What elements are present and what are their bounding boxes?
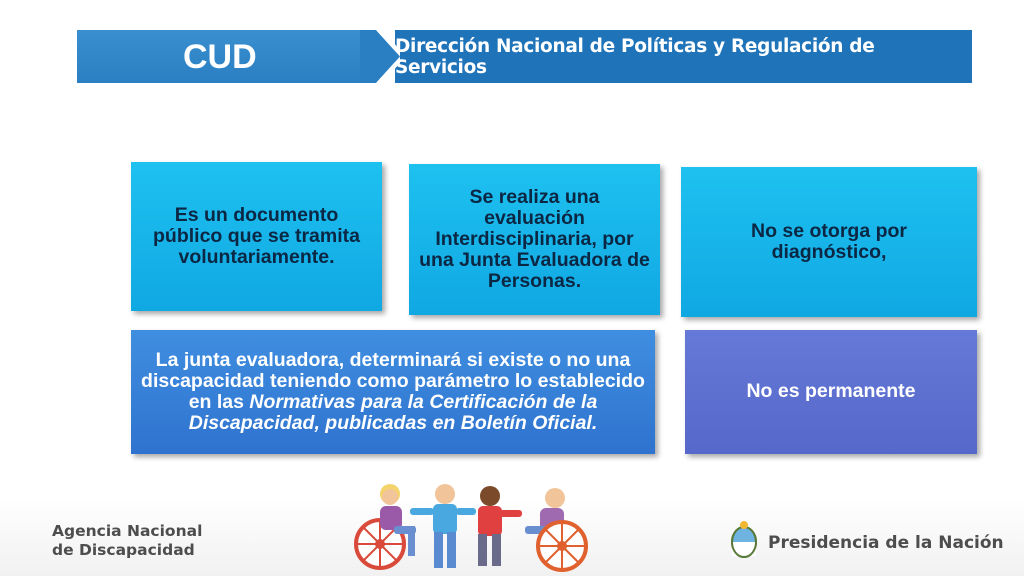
page-title: CUD [183,38,257,76]
info-box-permanent-text: No es permanente [746,380,916,403]
agency-name-line1: Agencia Nacional [52,522,203,540]
info-box-diagnosis-text: No se otorga por diagnóstico, [750,219,907,263]
page-subtitle: Dirección Nacional de Políticas y Regulación de Servicios [395,35,875,78]
info-box-evaluation [409,164,660,315]
info-box-evaluation-text: Se realiza una evaluación Interdisciplinaria, por una Junta Evaluadora de Personas. [419,185,650,293]
agency-name-line2: de Discapacidad [52,541,195,559]
agency-logo [52,522,202,560]
info-box-junta-text-italic: Normativas para la Certificación de la Discapacidad, publicadas en Boletín Oficial. [188,391,598,435]
info-box-diagnosis [681,167,977,317]
info-box-junta-text-normal: La junta evaluadora, determinará si existe o no una discapacidad teniendo como parámetro lo establecido en las [141,348,645,413]
info-box-permanent [685,330,977,454]
national-coat-of-arms-icon [728,520,760,560]
presidencia-logo-text: Presidencia de la Nación [768,533,1004,553]
info-box-document-text: Es un documento público que se tramita voluntariamente. [153,203,360,269]
chevron-arrow-icon [360,30,400,83]
children-illustration-icon [350,482,600,576]
info-box-junta [131,330,655,454]
info-box-document [131,162,382,311]
info-box-junta-text [141,350,645,434]
